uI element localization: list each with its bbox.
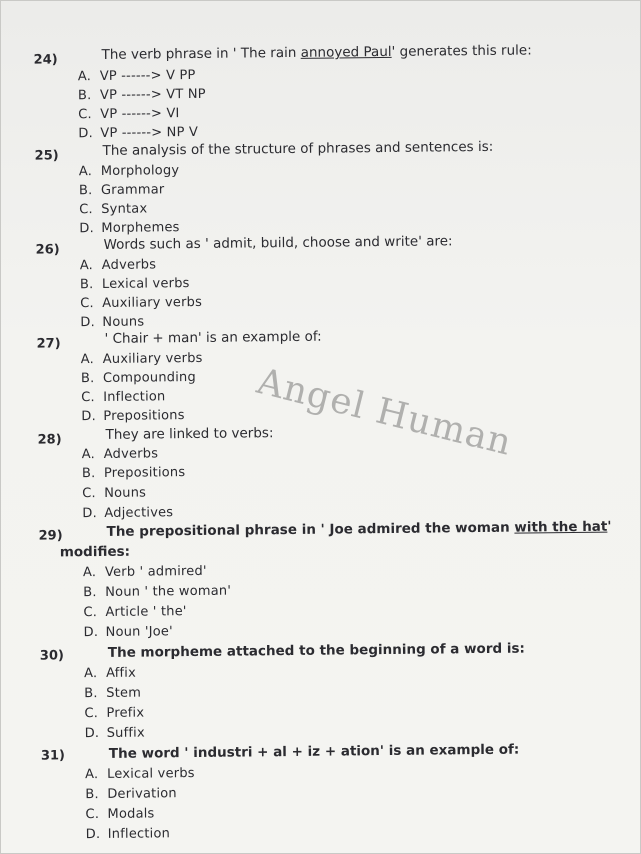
option-text: Noun ' the woman': [105, 583, 232, 600]
option-letter: C.: [83, 605, 98, 621]
question-text: The morpheme attached to the beginning of a word is:: [107, 640, 525, 661]
underlined-phrase: with the hat: [514, 518, 608, 536]
option-text: Derivation: [107, 786, 177, 802]
option-text: VP ------> VI: [100, 106, 180, 122]
option-text: VP ------> V PP: [99, 67, 196, 84]
question-number: 25): [34, 148, 59, 164]
option: [82, 465, 185, 481]
question-text-part: ' generates this rule:: [391, 42, 532, 60]
option-text: Modals: [107, 806, 155, 822]
option-text: Verb ' admired': [104, 563, 207, 580]
option-letter: D.: [84, 726, 100, 742]
option: [83, 604, 186, 620]
question-text-part: The verb phrase in ' The rain: [101, 44, 301, 63]
option-text: Grammar: [100, 182, 165, 198]
question-number: 30): [39, 648, 64, 664]
option-text: VP ------> VT NP: [99, 86, 206, 103]
option: [84, 706, 144, 722]
option-letter: C.: [80, 296, 94, 312]
option: [78, 106, 180, 122]
option: [78, 68, 196, 84]
option-text: Adverbs: [101, 257, 157, 273]
question-text: The word ' industri + al + iz + ation' is an example of:: [108, 741, 520, 762]
option-letter: A.: [83, 666, 98, 682]
question-text: ' Chair + man' is an example of:: [104, 328, 322, 347]
option-text: Morphemes: [101, 220, 180, 236]
question-text: [101, 42, 531, 63]
option-text: Adverbs: [103, 446, 159, 462]
option-letter: C.: [85, 807, 100, 823]
question-number: 26): [35, 242, 60, 258]
option: [82, 486, 146, 502]
option-text: Stem: [106, 685, 142, 701]
option-letter: D.: [82, 506, 97, 522]
option: [79, 182, 165, 198]
option-text: Prefix: [106, 705, 145, 721]
option-letter: C.: [82, 486, 96, 502]
option-letter: B.: [85, 787, 99, 803]
option-text: Lexical verbs: [101, 276, 190, 292]
option-letter: B.: [84, 686, 98, 702]
option: [82, 505, 173, 521]
question-text: Words such as ' admit, build, choose and write' are:: [103, 233, 453, 253]
option-letter: B.: [80, 371, 95, 387]
option: [78, 87, 206, 103]
option: [81, 389, 165, 405]
option-text: Nouns: [104, 485, 147, 501]
option: [85, 806, 154, 822]
option: [81, 408, 184, 424]
option-letter: D.: [83, 625, 99, 641]
option-text: Prepositions: [103, 408, 185, 424]
question-text-part: The prepositional phrase in ' Joe admired the woman: [106, 519, 515, 540]
option-letter: B.: [78, 183, 93, 199]
question-number: 24): [33, 52, 58, 68]
option: [85, 766, 195, 782]
option: [79, 163, 180, 179]
question-text: [106, 519, 611, 540]
option: [79, 201, 147, 217]
option: [84, 686, 141, 702]
watermark: Angel Human: [253, 361, 517, 464]
option-text: Prepositions: [103, 465, 186, 481]
option-text: Lexical verbs: [107, 766, 195, 782]
option: [80, 295, 202, 311]
option-text: Suffix: [106, 725, 145, 741]
option-letter: B.: [81, 466, 96, 482]
question-number: 29): [38, 528, 63, 544]
option-letter: A.: [80, 352, 95, 368]
option-text: Adjectives: [104, 505, 174, 521]
question-text-part: ': [607, 518, 612, 535]
option-letter: A.: [78, 164, 93, 180]
option: [83, 584, 231, 601]
underlined-phrase: annoyed Paul: [300, 43, 392, 61]
option: [86, 826, 170, 842]
option-text: Nouns: [102, 314, 145, 330]
option: [85, 726, 145, 742]
option-letter: A.: [81, 447, 96, 463]
question-text: They are linked to verbs:: [105, 425, 274, 443]
option-letter: C.: [79, 202, 93, 218]
option-letter: D.: [81, 409, 96, 425]
option-letter: D.: [80, 315, 95, 331]
option: [82, 446, 159, 462]
option: [85, 786, 177, 802]
option-letter: D.: [85, 827, 101, 843]
option-text: Inflection: [107, 826, 171, 842]
option: [79, 220, 179, 236]
option-letter: A.: [79, 258, 94, 274]
option: [80, 315, 144, 331]
option-text: VP ------> NP V: [100, 124, 199, 141]
option: [83, 564, 207, 580]
option: [84, 666, 136, 682]
option-letter: D.: [78, 126, 94, 142]
option-text: Auxiliary verbs: [102, 294, 203, 311]
option-letter: B.: [79, 277, 94, 293]
option-letter: D.: [79, 221, 95, 237]
option: [80, 276, 190, 292]
option-text: Compounding: [102, 369, 196, 386]
option: [78, 125, 198, 141]
question-number: 27): [36, 336, 61, 352]
option: [80, 257, 157, 273]
option-letter: B.: [77, 88, 92, 104]
option-letter: A.: [85, 767, 99, 783]
option-letter: C.: [78, 107, 92, 123]
option-letter: A.: [77, 69, 92, 85]
option-text: Affix: [105, 665, 137, 681]
option-letter: A.: [82, 565, 97, 581]
option-text: Article ' the': [105, 604, 187, 620]
option-text: Inflection: [103, 389, 166, 405]
option-text: Auxiliary verbs: [102, 350, 203, 367]
option-letter: C.: [81, 390, 95, 406]
option: [81, 351, 203, 367]
option-text: Noun 'Joe': [105, 624, 173, 640]
option: [81, 370, 196, 386]
question-text: The analysis of the structure of phrases and sentences is:: [102, 138, 494, 159]
option: [84, 624, 173, 640]
option-letter: C.: [84, 706, 99, 722]
question-number: 31): [40, 748, 66, 764]
option-text: Syntax: [101, 201, 148, 217]
option-text: Morphology: [100, 163, 180, 179]
option-letter: B.: [83, 585, 97, 601]
question-number: 28): [37, 432, 62, 448]
question-text-continuation: modifies:: [59, 543, 131, 561]
